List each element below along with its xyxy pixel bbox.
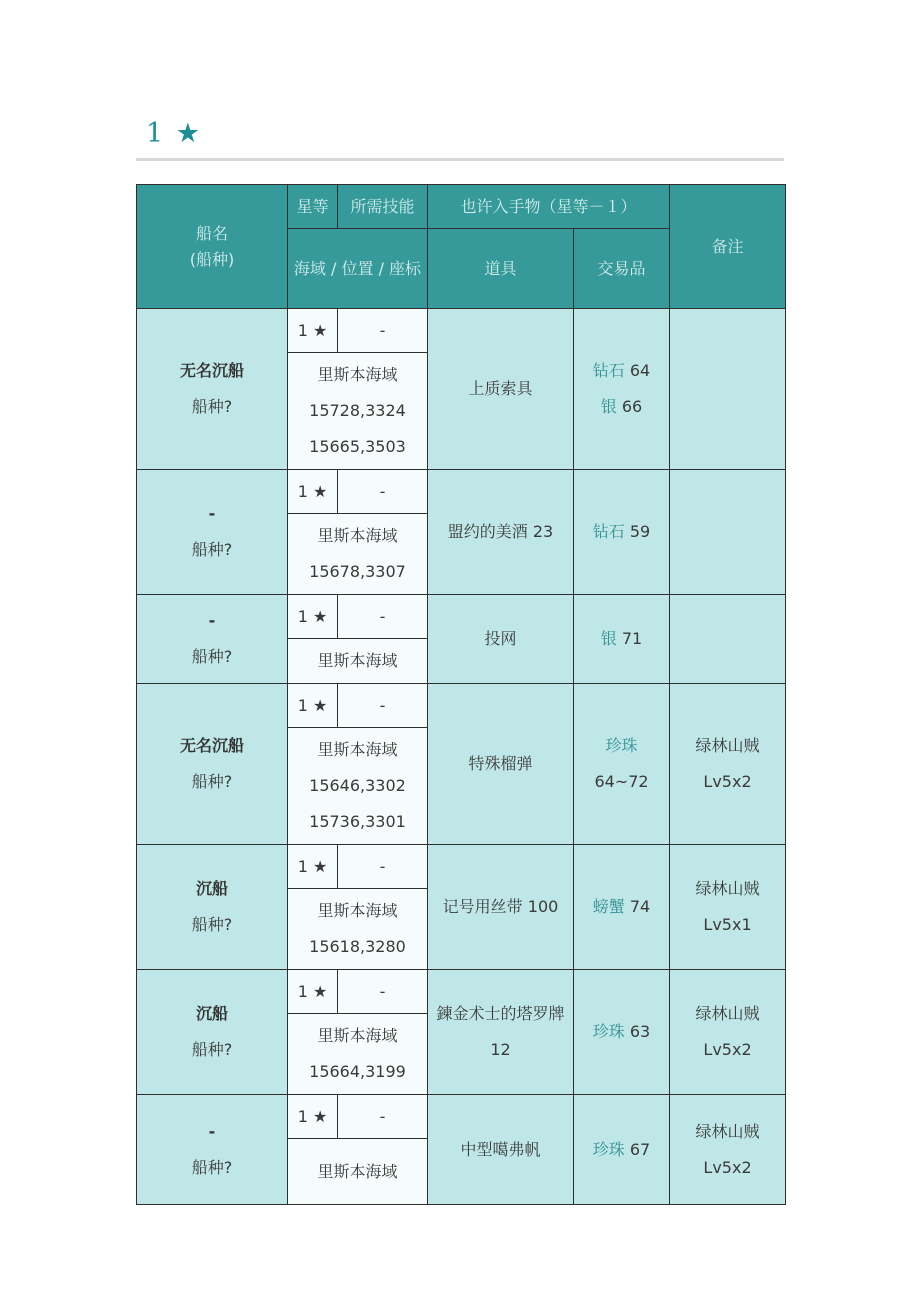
ship-type: 船种? (191, 1157, 233, 1177)
trade-amount: 64~72 (594, 772, 649, 791)
note-line: Lv5x2 (703, 1040, 752, 1059)
coordinates: 15678,3307 (309, 562, 406, 581)
shipwreck-table (136, 184, 786, 1205)
header-trade: 交易品 (574, 229, 670, 309)
location-cell (288, 353, 428, 470)
coordinates: 15736,3301 (309, 812, 406, 831)
trade-amount: 64 (624, 361, 651, 380)
table-row (137, 595, 786, 639)
ship-name-cell (137, 1095, 288, 1205)
required-skill: - (338, 309, 428, 353)
location-cell (288, 514, 428, 595)
trade-cell (574, 845, 670, 970)
coordinates: 15665,3503 (309, 437, 406, 456)
ship-name: - (208, 611, 216, 630)
sea-area: 里斯本海域 (317, 651, 398, 670)
required-skill: - (338, 1095, 428, 1139)
item-name: 中型噶弗帆 (460, 1139, 541, 1159)
trade-good (574, 889, 669, 925)
title-divider (136, 158, 784, 161)
coordinates: 15646,3302 (309, 776, 406, 795)
table-row (137, 684, 786, 728)
item-name: 投网 (484, 629, 517, 648)
item-cell (428, 309, 574, 470)
ship-name: - (208, 504, 216, 523)
ship-name-cell (137, 309, 288, 470)
item-name: 鍊金术士的塔罗牌 12 (436, 1004, 565, 1059)
trade-good (574, 1014, 669, 1050)
note-line: 绿林山贼 (695, 1121, 760, 1141)
ship-type: 船种? (191, 1040, 233, 1059)
ship-type: 船种? (191, 772, 233, 791)
header-ship-name: 船名 (船种) (137, 185, 288, 309)
trade-amount: 63 (624, 1022, 651, 1041)
star-rating: 1 ★ (288, 1095, 338, 1139)
ship-name-cell (137, 845, 288, 970)
note-line: Lv5x1 (703, 915, 752, 934)
trade-name: 珍珠 (592, 1139, 625, 1159)
table-row (137, 1095, 786, 1139)
item-name: 特殊榴弹 (468, 754, 533, 773)
ship-name: 无名沉船 (179, 361, 244, 380)
trade-cell (574, 470, 670, 595)
location-cell (288, 639, 428, 684)
location-cell (288, 889, 428, 970)
header-loot: 也许入手物（星等－１） (428, 185, 670, 229)
page-title: 1 ★ (146, 118, 202, 149)
ship-name: - (208, 1121, 216, 1141)
trade-cell (574, 595, 670, 684)
item-cell (428, 595, 574, 684)
item-name: 上质索具 (468, 379, 533, 398)
note-cell (670, 1095, 786, 1205)
trade-good (574, 389, 669, 425)
trade-amount: 67 (624, 1139, 651, 1159)
note-cell (670, 845, 786, 970)
note-line: 绿林山贼 (695, 736, 760, 755)
trade-good (574, 728, 669, 764)
coordinates: 15664,3199 (309, 1062, 406, 1081)
ship-type: 船种? (191, 540, 233, 559)
trade-name: 钻石 (592, 522, 625, 541)
item-name: 盟约的美酒 23 (447, 522, 554, 541)
ship-name-cell (137, 970, 288, 1095)
trade-name: 珍珠 (592, 1022, 625, 1041)
trade-good (574, 764, 669, 800)
trade-good (574, 514, 669, 550)
ship-type: 船种? (191, 397, 233, 416)
trade-name: 银 (600, 397, 617, 416)
item-name: 记号用丝带 100 (442, 897, 559, 916)
item-cell (428, 470, 574, 595)
location-cell (288, 728, 428, 845)
item-cell (428, 845, 574, 970)
star-rating: 1 ★ (288, 970, 338, 1014)
star-rating: 1 ★ (288, 684, 338, 728)
sea-area: 里斯本海域 (317, 526, 398, 545)
ship-name: 无名沉船 (179, 736, 244, 755)
ship-name-cell (137, 684, 288, 845)
table-row (137, 470, 786, 514)
note-line: 绿林山贼 (695, 879, 760, 898)
note-cell (670, 470, 786, 595)
coordinates: 15618,3280 (309, 937, 406, 956)
header-note: 备注 (670, 185, 786, 309)
sea-area: 里斯本海域 (317, 740, 398, 759)
header-skill: 所需技能 (338, 185, 428, 229)
trade-name: 螃蟹 (592, 897, 625, 916)
required-skill: - (338, 970, 428, 1014)
sea-area: 里斯本海域 (317, 365, 398, 384)
ship-type: 船种? (191, 915, 233, 934)
required-skill: - (338, 470, 428, 514)
trade-name: 珍珠 (605, 736, 638, 755)
location-cell (288, 1139, 428, 1205)
note-cell (670, 309, 786, 470)
trade-amount: 71 (616, 629, 643, 648)
trade-amount: 59 (624, 522, 651, 541)
ship-name-cell (137, 470, 288, 595)
ship-type: 船种? (191, 647, 233, 666)
header-star: 星等 (288, 185, 338, 229)
trade-cell (574, 684, 670, 845)
ship-name: 沉船 (195, 879, 228, 898)
trade-name: 银 (600, 629, 617, 648)
note-cell (670, 970, 786, 1095)
ship-name: 沉船 (195, 1004, 228, 1023)
required-skill: - (338, 595, 428, 639)
required-skill: - (338, 845, 428, 889)
trade-cell (574, 309, 670, 470)
trade-cell (574, 1095, 670, 1205)
note-line: Lv5x2 (703, 772, 752, 791)
item-cell (428, 1095, 574, 1205)
required-skill: - (338, 684, 428, 728)
trade-name: 钻石 (592, 361, 625, 380)
star-rating: 1 ★ (288, 470, 338, 514)
sea-area: 里斯本海域 (317, 1026, 398, 1045)
note-cell (670, 684, 786, 845)
star-rating: 1 ★ (288, 595, 338, 639)
coordinates: 15728,3324 (309, 401, 406, 420)
trade-good (574, 621, 669, 657)
table-row (137, 845, 786, 889)
trade-good (574, 353, 669, 389)
star-rating: 1 ★ (288, 845, 338, 889)
header-location: 海域 / 位置 / 座标 (288, 229, 428, 309)
star-rating: 1 ★ (288, 309, 338, 353)
trade-cell (574, 970, 670, 1095)
note-line: Lv5x2 (703, 1157, 752, 1177)
location-cell (288, 1014, 428, 1095)
trade-amount: 66 (616, 397, 643, 416)
table-row (137, 970, 786, 1014)
item-cell (428, 970, 574, 1095)
note-cell (670, 595, 786, 684)
trade-good (574, 1132, 669, 1168)
item-cell (428, 684, 574, 845)
note-line: 绿林山贼 (695, 1004, 760, 1023)
sea-area: 里斯本海域 (317, 901, 398, 920)
ship-name-cell (137, 595, 288, 684)
table-row (137, 309, 786, 353)
sea-area: 里斯本海域 (317, 1161, 398, 1181)
trade-amount: 74 (624, 897, 651, 916)
header-item: 道具 (428, 229, 574, 309)
